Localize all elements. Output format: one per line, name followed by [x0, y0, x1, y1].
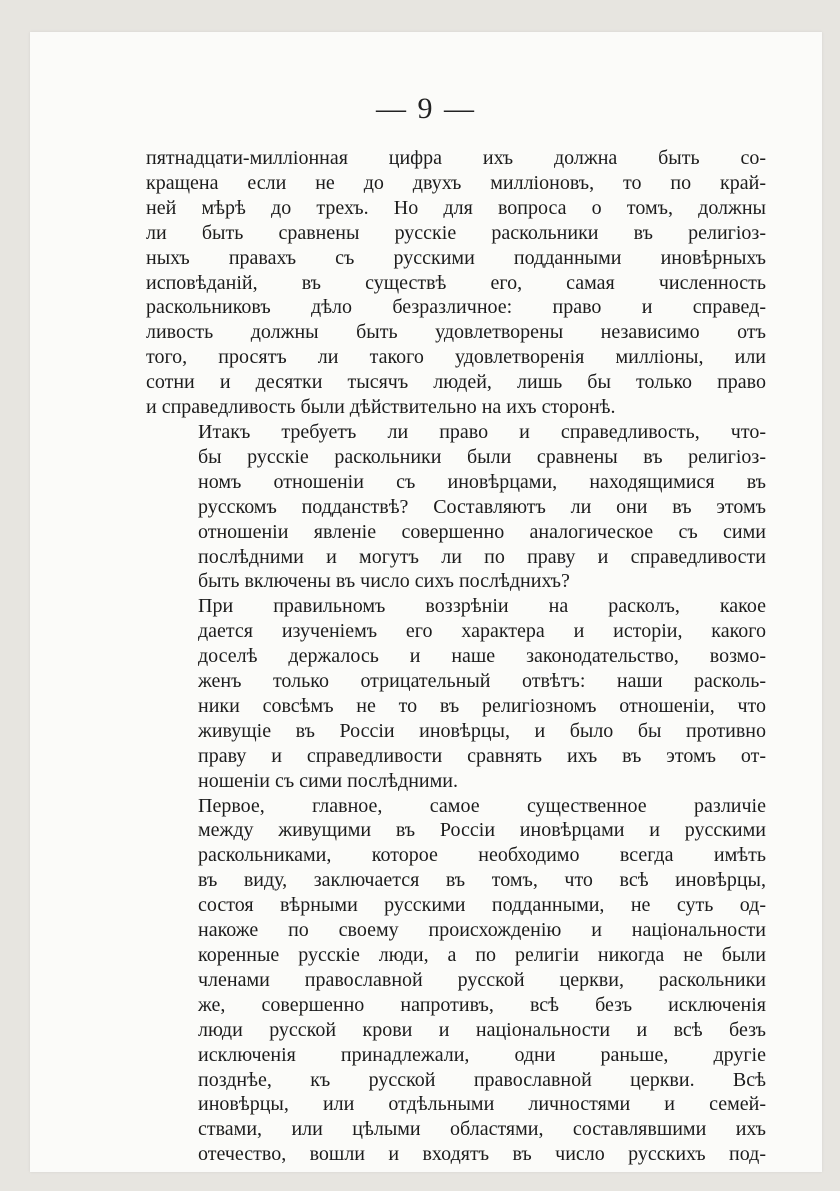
text-line: ники совсѣмъ не то въ религіозномъ отношеніи, что: [198, 694, 766, 717]
text-line: женъ только отрицательный отвѣтъ: наши расколь-: [198, 670, 766, 693]
text-line: люди русской крови и національности и всѣ безъ: [198, 1018, 766, 1041]
text-line: ли быть сравнены русскіе раскольники въ религіоз-: [146, 221, 766, 244]
text-line: исключенія принадлежали, одни раньше, другіе: [198, 1043, 766, 1066]
text-line: послѣдними и могутъ ли по праву и справедливости: [198, 545, 766, 568]
text-line: пятнадцати-милліонная цифра ихъ должна быть со-: [146, 147, 766, 169]
text-line: позднѣе, къ русской православной церкви. Всѣ: [198, 1068, 766, 1091]
text-line: сотни и десятки тысячъ людей, лишь бы только право: [146, 371, 766, 394]
text-line: бы русскіе раскольники были сравнены въ религіоз-: [198, 445, 766, 468]
text-line: праву и справедливости сравнять ихъ въ этомъ от-: [198, 744, 766, 767]
text-line: раскольниковъ дѣло безразличное: право и справед-: [146, 296, 766, 319]
text-line: членами православной русской церкви, раскольники: [198, 968, 766, 991]
text-line: живущіе въ Россіи иновѣрцы, и было бы противно: [198, 719, 766, 742]
text-line: накоже по своему происхожденію и національности: [198, 919, 766, 942]
text-line: кращена если не до двухъ милліоновъ, то по край-: [146, 171, 766, 194]
text-line: номъ отношеніи съ иновѣрцами, находящимися въ: [198, 470, 766, 493]
paragraph: [146, 594, 766, 793]
text-line: доселѣ держалось и наше законодательство, возмо-: [198, 645, 766, 668]
text-line: коренные русскіе люди, а по религіи никогда не были: [198, 944, 766, 966]
text-line: раскольниками, которое необходимо всегда имѣть: [198, 844, 766, 867]
text-line: Итакъ требуетъ ли право и справедливость, что-: [198, 420, 766, 443]
text-line: того, просятъ ли такого удовлетворенія милліоны, или: [146, 346, 766, 369]
body-text: [146, 146, 766, 1167]
text-line: между живущими въ Россіи иновѣрцами и русскими: [198, 819, 766, 842]
text-line: ствами, или цѣлыми областями, составлявшими ихъ: [198, 1118, 766, 1141]
book-page: [30, 32, 822, 1172]
text-line: дается изученіемъ его характера и исторіи, какого: [198, 620, 766, 643]
page-number: — 9 —: [376, 92, 476, 125]
text-line: состоя вѣрными русскими подданными, не суть од-: [198, 894, 766, 917]
text-line: При правильномъ воззрѣніи на расколъ, какое: [198, 595, 766, 618]
text-line: ношеніи съ сими послѣдними.: [198, 769, 458, 792]
text-line: и справедливость были дѣйствительно на ихъ сторонѣ.: [146, 396, 616, 419]
text-line: Первое, главное, самое существенное различіе: [198, 794, 766, 817]
paragraph: [146, 420, 766, 594]
text-line: ней мѣрѣ до трехъ. Но для вопроса о томъ, должны: [146, 196, 766, 219]
text-line: быть включены въ число сихъ послѣднихъ?: [198, 570, 570, 593]
text-line: русскомъ подданствѣ? Составляютъ ли они въ этомъ: [198, 495, 766, 518]
text-line: исповѣданій, въ существѣ его, самая численность: [146, 271, 766, 294]
paragraph: [146, 794, 766, 1168]
text-line: ныхъ правахъ съ русскими подданными иновѣрныхъ: [146, 246, 766, 269]
text-line: отношеніи явленіе совершенно аналогическое съ сими: [198, 520, 766, 543]
text-line: же, совершенно напротивъ, всѣ безъ исключенія: [198, 993, 766, 1016]
text-line: иновѣрцы, или отдѣльными личностями и семей-: [198, 1093, 766, 1116]
text-line: ливость должны быть удовлетворены независимо отъ: [146, 321, 766, 344]
paragraph: [146, 146, 766, 420]
text-line: отечество, вошли и входятъ въ число русскихъ под-: [198, 1143, 766, 1166]
text-line: въ виду, заключается въ томъ, что всѣ иновѣрцы,: [198, 869, 766, 892]
